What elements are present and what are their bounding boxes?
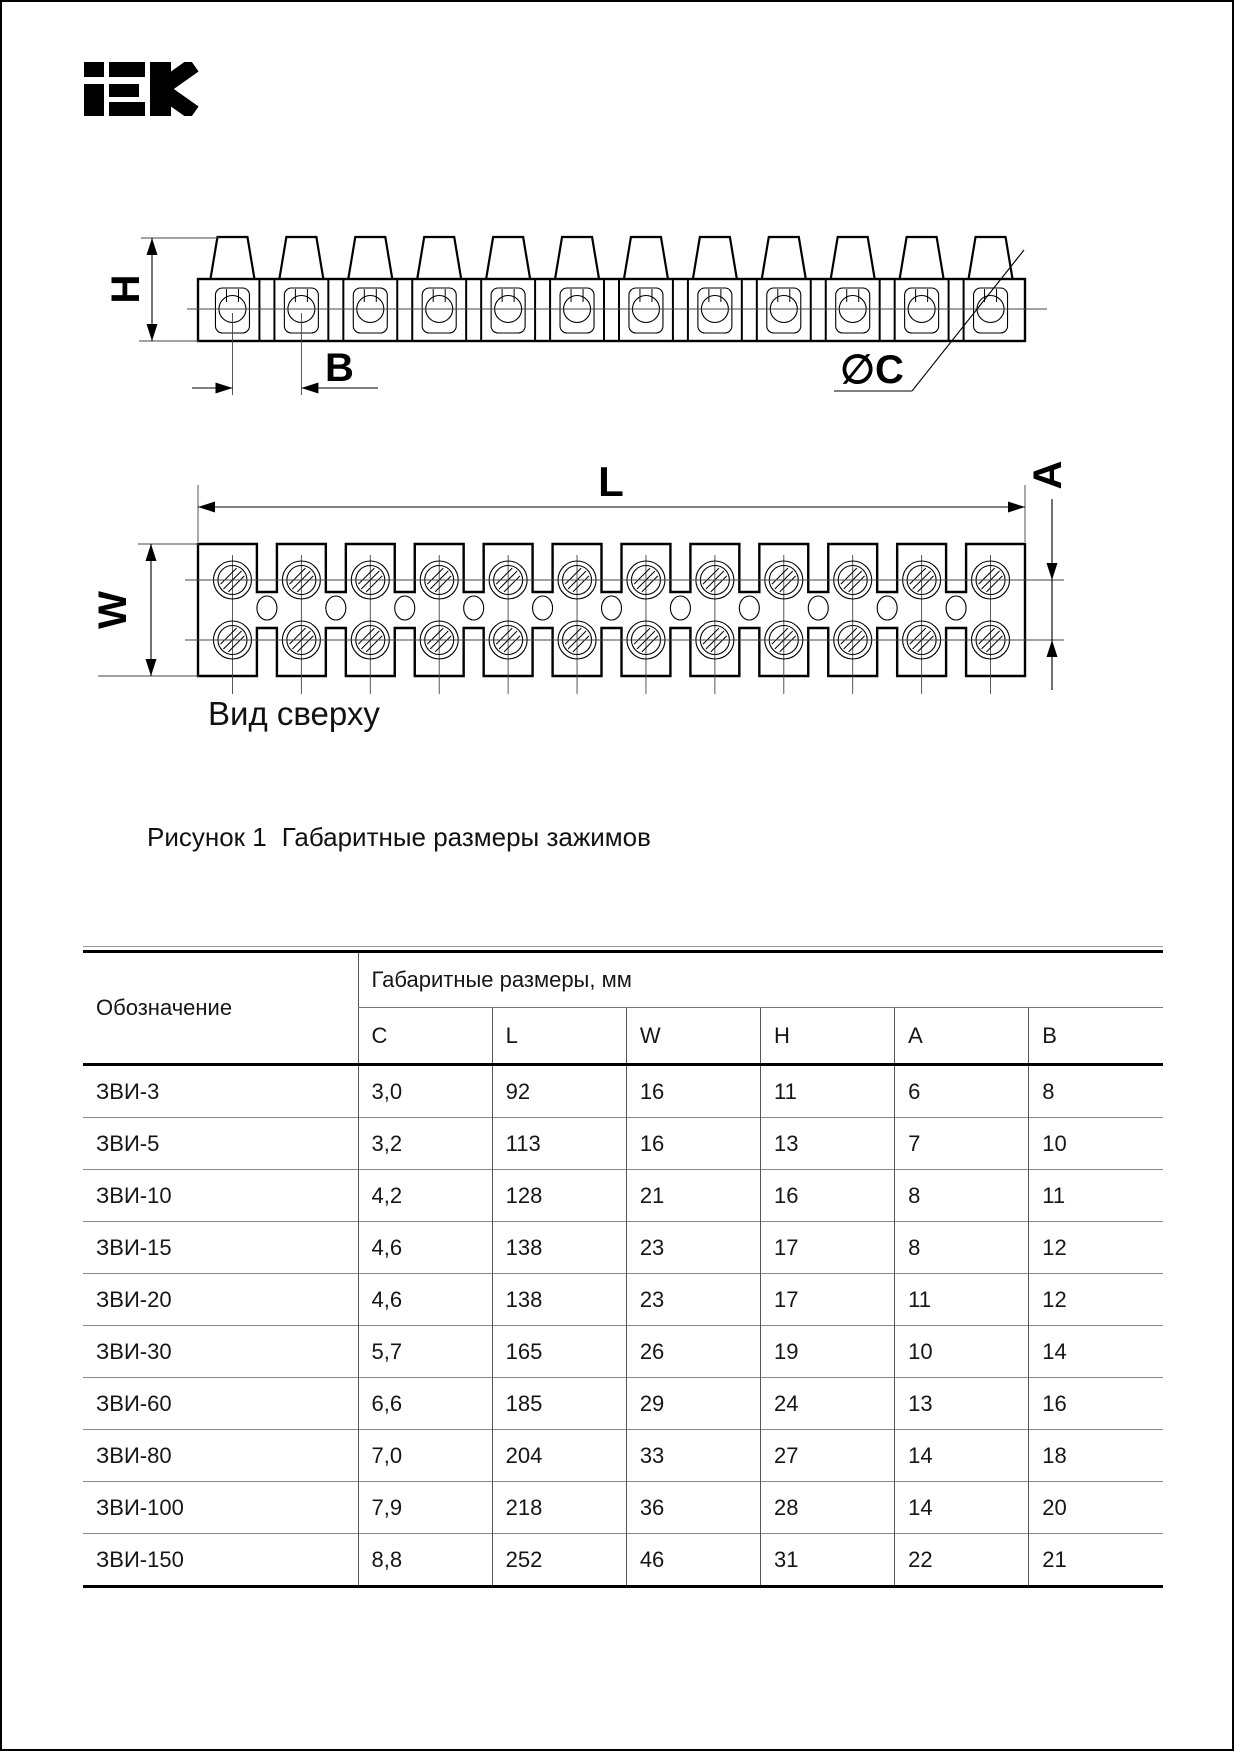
row-value: 204 xyxy=(492,1430,626,1482)
group-header: Габаритные размеры, мм xyxy=(358,952,1163,1008)
row-value: 185 xyxy=(492,1378,626,1430)
table-row xyxy=(83,1065,1163,1118)
row-value: 27 xyxy=(760,1430,894,1482)
row-designation: ЗВИ-10 xyxy=(83,1170,358,1222)
wire-entry-funnel xyxy=(279,237,323,279)
row-value: 14 xyxy=(1029,1326,1163,1378)
top-view xyxy=(91,458,1070,732)
dimension-label-h: H xyxy=(104,274,148,304)
terminal-cavity xyxy=(767,288,801,333)
row-value: 14 xyxy=(895,1430,1029,1482)
row-value: 33 xyxy=(626,1430,760,1482)
row-designation: ЗВИ-15 xyxy=(83,1222,358,1274)
col-header-w: W xyxy=(626,1008,760,1065)
table-row xyxy=(83,1222,1163,1274)
table-row xyxy=(83,1274,1163,1326)
dimension-h xyxy=(104,238,220,341)
wire-entry-funnel xyxy=(900,237,944,279)
caption-number: Рисунок 1 xyxy=(147,822,267,852)
row-value: 13 xyxy=(760,1118,894,1170)
row-designation: ЗВИ-150 xyxy=(83,1534,358,1587)
table-row xyxy=(83,1430,1163,1482)
row-value: 7,0 xyxy=(358,1430,492,1482)
row-value: 21 xyxy=(626,1170,760,1222)
row-value: 4,6 xyxy=(358,1222,492,1274)
row-value: 138 xyxy=(492,1222,626,1274)
row-value: 21 xyxy=(1029,1534,1163,1587)
dimension-label-b: B xyxy=(325,346,354,390)
table-row xyxy=(83,1326,1163,1378)
row-value: 20 xyxy=(1029,1482,1163,1534)
row-value: 4,2 xyxy=(358,1170,492,1222)
row-designation: ЗВИ-100 xyxy=(83,1482,358,1534)
wire-entry-funnel xyxy=(831,237,875,279)
row-value: 5,7 xyxy=(358,1326,492,1378)
row-value: 22 xyxy=(895,1534,1029,1587)
row-value: 16 xyxy=(1029,1378,1163,1430)
wire-entry-funnel xyxy=(348,237,392,279)
row-value: 92 xyxy=(492,1065,626,1118)
caption-text: Габаритные размеры зажимов xyxy=(281,822,651,852)
wire-entry-funnel xyxy=(486,237,530,279)
table-row xyxy=(83,1118,1163,1170)
table-row xyxy=(83,1534,1163,1587)
row-value: 24 xyxy=(760,1378,894,1430)
row-value: 17 xyxy=(760,1274,894,1326)
row-value: 3,0 xyxy=(358,1065,492,1118)
row-value: 17 xyxy=(760,1222,894,1274)
terminal-cavity xyxy=(353,288,387,333)
table-row xyxy=(83,1170,1163,1222)
wire-entry-funnel xyxy=(693,237,737,279)
row-value: 31 xyxy=(760,1534,894,1587)
row-value: 218 xyxy=(492,1482,626,1534)
col-header-c: C xyxy=(358,1008,492,1065)
dimension-label-c: ∅C xyxy=(840,348,904,392)
row-value: 11 xyxy=(760,1065,894,1118)
terminal-cavity xyxy=(491,288,525,333)
wire-entry-funnel xyxy=(762,237,806,279)
row-value: 3,2 xyxy=(358,1118,492,1170)
col-header-b: B xyxy=(1029,1008,1163,1065)
row-value: 23 xyxy=(626,1274,760,1326)
row-value: 18 xyxy=(1029,1430,1163,1482)
row-designation: ЗВИ-20 xyxy=(83,1274,358,1326)
top-view-label: Вид сверху xyxy=(208,695,380,732)
row-value: 12 xyxy=(1029,1222,1163,1274)
row-value: 28 xyxy=(760,1482,894,1534)
row-value: 252 xyxy=(492,1534,626,1587)
dimension-l xyxy=(198,458,1025,542)
row-value: 16 xyxy=(760,1170,894,1222)
terminal-cavity xyxy=(905,288,939,333)
col-header-h: H xyxy=(760,1008,894,1065)
terminal-cavity xyxy=(422,288,456,333)
row-value: 8 xyxy=(1029,1065,1163,1118)
row-value: 8 xyxy=(895,1170,1029,1222)
row-value: 19 xyxy=(760,1326,894,1378)
dimension-a xyxy=(1026,461,1070,690)
table-body xyxy=(83,1065,1163,1587)
iek-logo xyxy=(84,62,204,116)
row-value: 10 xyxy=(1029,1118,1163,1170)
wire-entry-funnel xyxy=(417,237,461,279)
dimension-label-a: A xyxy=(1026,460,1070,490)
row-value: 113 xyxy=(492,1118,626,1170)
row-value: 14 xyxy=(895,1482,1029,1534)
row-value: 13 xyxy=(895,1378,1029,1430)
row-value: 16 xyxy=(626,1118,760,1170)
row-value: 29 xyxy=(626,1378,760,1430)
row-value: 7 xyxy=(895,1118,1029,1170)
dimension-label-w: W xyxy=(91,591,135,629)
terminal-cavity xyxy=(974,288,1008,333)
row-value: 138 xyxy=(492,1274,626,1326)
row-value: 36 xyxy=(626,1482,760,1534)
row-designation: ЗВИ-30 xyxy=(83,1326,358,1378)
row-value: 6 xyxy=(895,1065,1029,1118)
dimension-label-l: L xyxy=(598,458,624,505)
row-value: 26 xyxy=(626,1326,760,1378)
figure-caption xyxy=(147,822,651,853)
col-header-l: L xyxy=(492,1008,626,1065)
row-value: 128 xyxy=(492,1170,626,1222)
table-row xyxy=(83,1482,1163,1534)
terminal-cavity xyxy=(698,288,732,333)
row-value: 6,6 xyxy=(358,1378,492,1430)
row-value: 10 xyxy=(895,1326,1029,1378)
col-header-a: A xyxy=(895,1008,1029,1065)
row-value: 4,6 xyxy=(358,1274,492,1326)
terminal-cavity xyxy=(560,288,594,333)
row-value: 23 xyxy=(626,1222,760,1274)
row-designation: ЗВИ-60 xyxy=(83,1378,358,1430)
designation-header: Обозначение xyxy=(96,995,233,1020)
row-value: 8 xyxy=(895,1222,1029,1274)
row-value: 11 xyxy=(1029,1170,1163,1222)
wire-entry-funnel xyxy=(210,237,254,279)
table-row xyxy=(83,1378,1163,1430)
row-designation: ЗВИ-80 xyxy=(83,1430,358,1482)
wire-entry-funnel xyxy=(624,237,668,279)
terminal-strip-outline xyxy=(198,544,1025,676)
row-value: 16 xyxy=(626,1065,760,1118)
terminal-cavity xyxy=(836,288,870,333)
dimension-w xyxy=(91,544,199,676)
row-value: 12 xyxy=(1029,1274,1163,1326)
side-view xyxy=(104,237,1047,395)
row-value: 165 xyxy=(492,1326,626,1378)
wire-entry-funnel xyxy=(555,237,599,279)
dimension-b xyxy=(192,313,378,395)
row-value: 11 xyxy=(895,1274,1029,1326)
row-value: 8,8 xyxy=(358,1534,492,1587)
dimensions-table xyxy=(83,946,1163,1588)
row-value: 7,9 xyxy=(358,1482,492,1534)
row-designation: ЗВИ-5 xyxy=(83,1118,358,1170)
dimensional-drawing xyxy=(2,152,1234,782)
row-value: 46 xyxy=(626,1534,760,1587)
terminal-cavity xyxy=(629,288,663,333)
row-designation: ЗВИ-3 xyxy=(96,1078,160,1104)
